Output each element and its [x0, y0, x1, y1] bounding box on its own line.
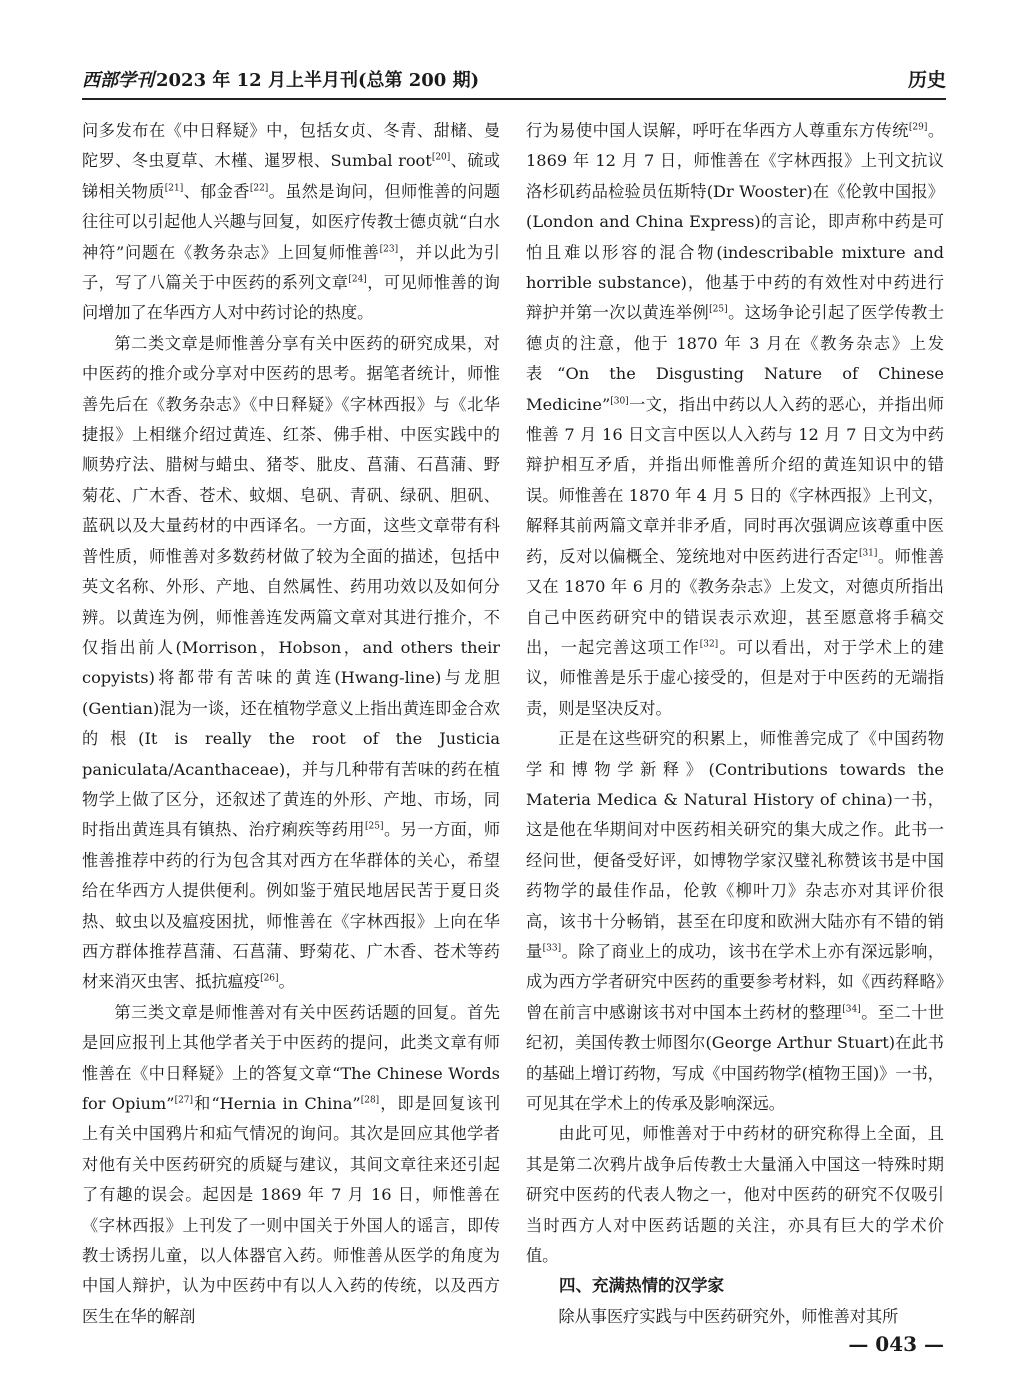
text-span: ，并以此为引子，写了八篇关于中医药的系列文章 [82, 242, 500, 293]
paragraph [82, 998, 500, 1332]
text-span: 正是在这些研究的积累上，师惟善完成了《中国药物学和博物学新释》(Contributions towards the Materia Medica & Natural History of china)一书，这是他在华期间对中医药相关研究的集大成之作。此书一经问世，便备受好评，如博物学家汉璧礼称赞该书是中国药物学的最佳作品，伦敦《柳叶刀》杂志亦对其评价很高，该书十分畅销，甚至在印度和欧洲大陆亦有不错的销量 [526, 729, 944, 961]
journal-title [82, 66, 479, 92]
text-span: 。师惟善又在 1870 年 6 月的《教务杂志》上发文，对德贞所指出自己中医药研究中的错误表示欢迎，甚至愿意将手稿交出，一起完善这项工作 [526, 546, 945, 657]
text-span: 、郁金香 [183, 181, 250, 201]
citation-ref: [20] [431, 153, 451, 164]
section-heading: 四、充满热情的汉学家 [559, 1276, 724, 1296]
citation-ref: [24] [348, 274, 367, 285]
text-span: 问多发布在《中日释疑》中，包括女贞、冬青、甜槠、曼陀罗、冬虫夏草、木槿、暹罗根、Sumbal root [82, 121, 500, 171]
page-number: — 043 — [848, 1332, 944, 1356]
text-span: 。另一方面，师惟善推荐中药的行为包含其对西方在华群体的关心，希望给在华西方人提供便利。例如鉴于殖民地居民苦于夏日炎热、蚊虫以及瘟疫困扰，师惟善在《字林西报》上向在华西方群体推荐菖蒲、石菖蒲、野菊花、广木香、苍术等药材来消灭虫害、抵抗瘟疫 [82, 820, 501, 992]
text-span: 。虽然是询问，但师惟善的问题往往可以引起他人兴趣与回复，如医疗传教士德贞就“白水神符”问题在《教务杂志》上回复师惟善 [82, 181, 501, 262]
citation-ref: [26] [260, 973, 279, 984]
text-span: 。除了商业上的成功，该书在学术上亦有深远影响，成为西方学者研究中医药的重要参考材料，如《西药释略》曾在前言中感谢该书对中国本土药材的整理 [526, 941, 945, 1022]
citation-ref: [29] [908, 122, 928, 133]
section-label: 历史 [907, 69, 946, 91]
text-span: 、硫或锑相关物质 [82, 151, 500, 201]
issue-info: 2023 年 12 月上半月刊(总第 200 期) [156, 70, 480, 91]
citation-ref: [32] [699, 639, 719, 650]
citation-ref: [31] [858, 548, 878, 559]
text-span: 第二类文章是师惟善分享有关中医药的研究成果，对中医药的推介或分享对中医药的思考。据笔者统计，师惟善先后在《教务杂志》《中日释疑》《字林西报》与《北华捷报》上相继介绍过黄连、红茶、佛手柑、中医实践中的顺势疗法、腊树与蜡虫、猪苓、肶皮、菖蒲、石菖蒲、野菊花、广木香、苍术、蚊烟、皂矾、青矾、绿矾、胆矾、蓝矾以及大量药材的中西译名。一方面，这些文章带有科普性质，师惟善对多数药材做了较为全面的描述，包括中英文名称、外形、产地、自然属性、药用功效以及如何分辨。以黄连为例，师惟善连发两篇文章对其进行推介，不仅指出前人(Morrison，Hobson，and others their copyists)将都带有苦味的黄连(Hwang-line)与龙胆(Gentian)混为一谈，还在植物学意义上指出黄连即金合欢的根(It is really the root of the Justicia paniculata/Acanthaceae)，并与几种带有苦味的药在植物学上做了区分，还叙述了黄连的外形、产地、市场，同时指出黄连具有镇热、治疗痢疾等药用 [82, 333, 500, 840]
citation-ref: [25] [365, 821, 384, 832]
text-span: 。 [278, 972, 295, 992]
text-span: 由此可见，师惟善对于中药材的研究称得上全面，且其是第二次鸦片战争后传教士大量涌入中国这一特殊时期研究中医药的代表人物之一，他对中医药的研究不仅吸引当时西方人对中医药话题的关注，亦具有巨大的学术价值。 [526, 1124, 944, 1266]
left-column [82, 116, 500, 1332]
text-span: 。1869 年 12 月 7 日，师惟善在《字林西报》上刊文抗议洛杉矶药品检验员伍斯特(Dr Wooster)在《伦敦中国报》(London and China Express)的言论，即声称中药是可怕且难以形容的混合物(indescribable mixture and horrible substance)，他基于中药的有效性对中药进行辩护并第一次以黄连举例 [526, 121, 945, 323]
paragraph [526, 116, 944, 724]
citation-ref: [33] [542, 943, 562, 954]
paragraph [526, 1119, 944, 1271]
text-span: 和“Hernia in China” [193, 1094, 361, 1113]
citation-ref: [27] [174, 1095, 194, 1106]
citation-ref: [21] [164, 183, 184, 194]
citation-ref: [28] [360, 1095, 380, 1106]
journal-logo: 西部学刊 [82, 70, 154, 91]
paragraph [82, 329, 500, 998]
text-span: 除从事医疗实践与中医药研究外，师惟善对其所 [558, 1306, 899, 1326]
citation-ref: [23] [379, 244, 399, 255]
citation-ref: [34] [842, 1004, 861, 1015]
paragraph [526, 724, 944, 1119]
text-span: ，可见师惟善的询问增加了在华西方人对中药讨论的热度。 [82, 273, 500, 323]
paragraph [526, 1302, 944, 1332]
page-header [82, 66, 946, 100]
text-span: 一文，指出中药以人入药的恶心，并指出师惟善 7 月 16 日文言中医以人入药与 12 月 7 日文为中药辩护相互矛盾，并指出师惟善所介绍的黄连知识中的错误。师惟善在 1870 年 4 月 5 日的《字林西报》上刊文，解释其前两篇文章并非矛盾，同时再次强调应该尊重中医药，反对以偏概全、笼统地对中医药进行否定 [526, 394, 944, 566]
text-span: 。至二十世纪初，美国传教士师图尔(George Arthur Stuart)在此书的基础上增订药物，写成《中国药物学(植物王国)》一书，可见其在学术上的传承及影响深远。 [526, 1002, 945, 1113]
right-column [526, 116, 944, 1332]
text-span: 。可以看出，对于学术上的建议，师惟善是乐于虚心接受的，但是对于中医药的无端指责，则是坚决反对。 [526, 637, 944, 718]
text-span: 行为易使中国人误解，呼吁在华西方人尊重东方传统 [526, 121, 909, 140]
citation-ref: [30] [610, 396, 629, 407]
citation-ref: [22] [249, 183, 269, 194]
citation-ref: [25] [709, 305, 728, 316]
text-span: ，即是回复该刊上有关中国鸦片和疝气情况的询问。其次是回应其他学者对他有关中医药研究的质疑与建议，其间文章往来还引起了有趣的误会。起因是 1869 年 7 月 16 日，师惟善在《字林西报》上刊发了一则中国关于外国人的谣言，即传教士诱拐儿童，以人体器官入药。师惟善从医学的角度为中国人辩护，认为中医药中有以人入药的传统，以及西方医生在华的解剖 [82, 1094, 501, 1326]
text-span: 。这场争论引起了医学传教士德贞的注意，他于 1870 年 3 月在《教务杂志》上发表“On the Disgusting Nature of Chinese Medicine” [526, 303, 945, 414]
text-span: 第三类文章是师惟善对有关中医药话题的回复。首先是回应报刊上其他学者关于中医药的提问，此类文章有师惟善在《中日释疑》上的答复文章“The Chinese Words for Opium” [82, 1002, 500, 1113]
paragraph [82, 116, 500, 329]
